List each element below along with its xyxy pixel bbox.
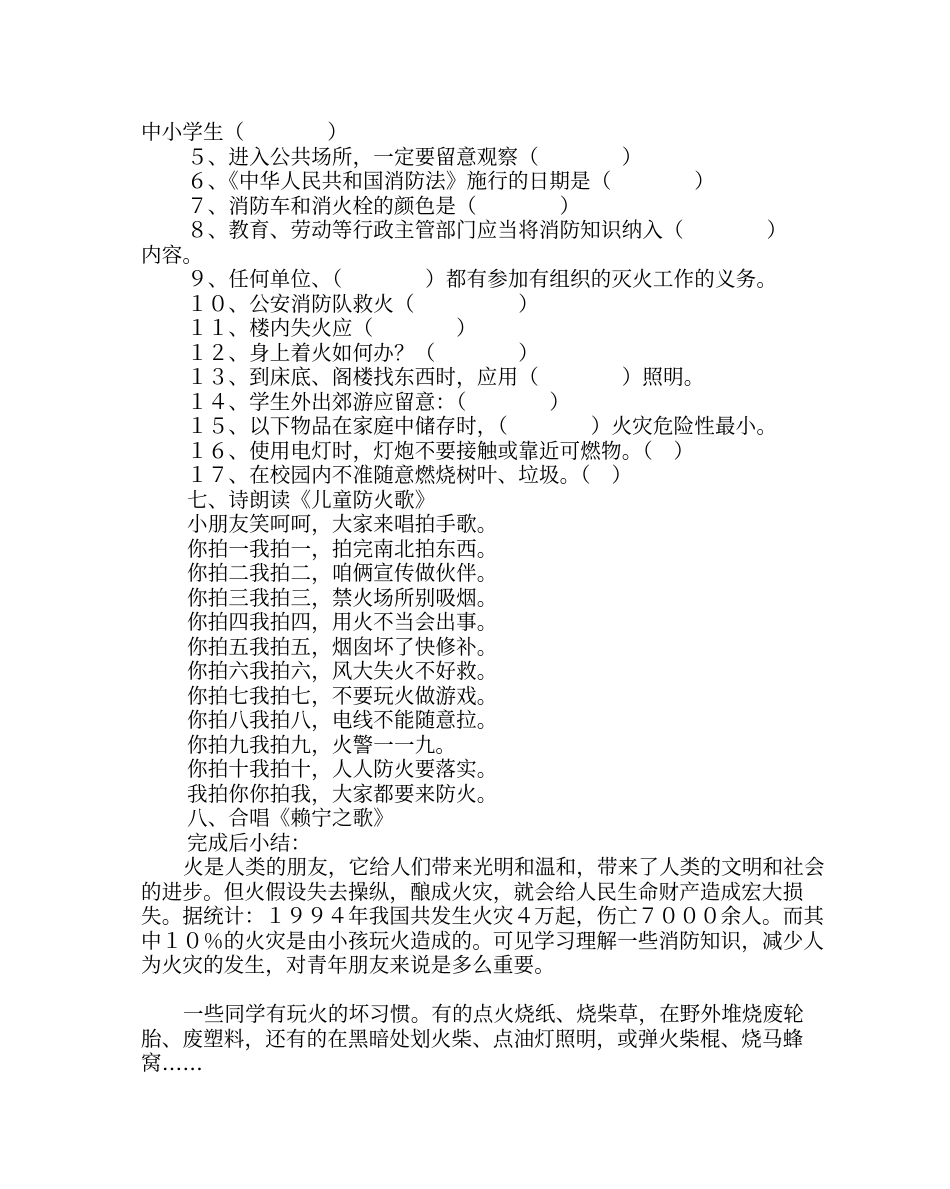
quiz-item: １０、公安消防队救火（ ）: [187, 291, 539, 316]
poem-line: 你拍七我拍七，不要玩火做游戏。: [187, 683, 498, 708]
poem-line: 你拍十我拍十，人人防火要落实。: [187, 757, 498, 781]
summary-heading: 完成后小结：: [187, 830, 312, 855]
poem-line: 你拍九我拍九，火警一一九。: [187, 732, 457, 757]
poem-line: 你拍八我拍八，电线不能随意拉。: [187, 708, 498, 732]
quiz-item: １６、使用电灯时，灯炮不要接触或靠近可燃物。（ ）: [187, 438, 695, 463]
quiz-item: ６、《中华人民共和国消防法》施行的日期是（ ）: [187, 169, 715, 193]
quiz-item: １３、到床底、阁楼找东西时，应用（ ）照明。: [187, 365, 705, 389]
quiz-item: １２、身上着火如何办？（ ）: [187, 340, 539, 365]
poem-line: 我拍你你拍我，大家都要来防火。: [187, 781, 498, 806]
section-heading-poem: 七、诗朗读《儿童防火歌》: [187, 487, 436, 512]
summary-paragraph: 火是人类的朋友，它给人们带来光明和温和，带来了人类的文明和社会的进步。但火假设失去操纵，酿成火灾，就会给人民生命财产造成宏大损失。据统计：１９９４年我国共发生火灾４万起，伤亡７０００余人。而其中１０％的火灾是由小孩玩火造成的。可见学习理解一些消防知识，减少人为火灾的发生，对青年朋友来说是多么重要。: [141, 855, 825, 977]
poem-line: 你拍三我拍三，禁火场所别吸烟。: [187, 585, 498, 610]
quiz-item: 中小学生（ ）: [141, 120, 348, 144]
quiz-item-continuation: 内容。: [141, 242, 204, 267]
quiz-item: １４、学生外出郊游应留意：（ ）: [187, 389, 571, 414]
poem-line: 你拍一我拍一，拍完南北拍东西。: [187, 536, 498, 561]
poem-line: 你拍二我拍二，咱俩宣传做伙伴。: [187, 561, 498, 585]
poem-line: 你拍六我拍六，风大失火不好救。: [187, 659, 498, 683]
quiz-item: ８、教育、劳动等行政主管部门应当将消防知识纳入（ ）: [187, 218, 788, 242]
quiz-item: ７、消防车和消火栓的颜色是（ ）: [187, 193, 581, 218]
quiz-item: ５、进入公共场所，一定要留意观察（ ）: [187, 144, 643, 169]
paragraph-spacer: [141, 978, 831, 1003]
section-heading-song: 八、合唱《赖宁之歌》: [187, 806, 394, 830]
poem-line: 你拍四我拍四，用火不当会出事。: [187, 610, 498, 634]
document-body: [141, 120, 831, 1076]
quiz-item: ９、任何单位、（ ）都有参加有组织的灭火工作的义务。: [187, 267, 778, 291]
quiz-item: １５、以下物品在家庭中储存时，（ ）火灾危险性最小。: [187, 414, 778, 438]
poem-line: 小朋友笑呵呵，大家来唱拍手歌。: [187, 512, 498, 536]
summary-paragraph: 一些同学有玩火的坏习惯。有的点火烧纸、烧柴草，在野外堆烧废轮胎、废塑料，还有的在黑暗处划火柴、点油灯照明，或弹火柴棍、烧马蜂窝……: [141, 1002, 804, 1075]
poem-line: 你拍五我拍五，烟囱坏了快修补。: [187, 634, 498, 659]
quiz-item: １１、楼内失火应（ ）: [187, 316, 477, 340]
quiz-item: １７、在校园内不准随意燃烧树叶、垃圾。（ ）: [187, 463, 633, 487]
